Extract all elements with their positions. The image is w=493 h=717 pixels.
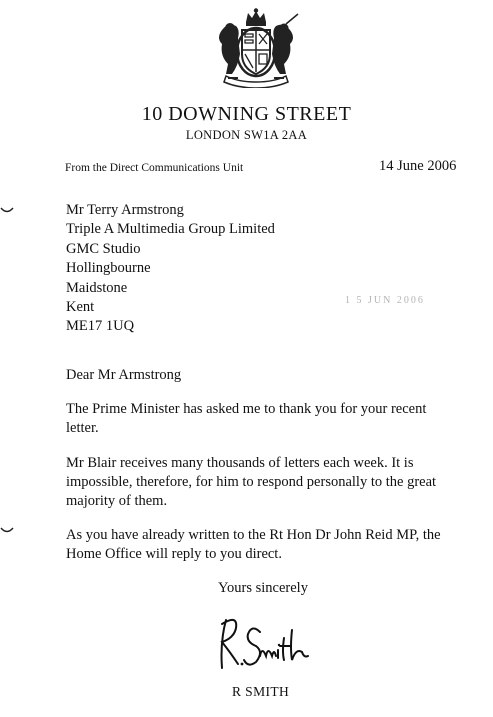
punch-mark-icon [0, 526, 14, 534]
received-stamp: 1 5 JUN 2006 [345, 295, 425, 306]
letterhead-address: 10 DOWNING STREET [141, 103, 352, 125]
valediction: Yours sincerely [218, 580, 308, 596]
from-unit-line: From the Direct Communications Unit [65, 162, 244, 174]
address-line: Mr Terry Armstrong [66, 202, 184, 218]
address-line: Kent [66, 299, 95, 316]
signatory-name: R SMITH [232, 684, 290, 699]
punch-mark-icon [0, 206, 14, 214]
handwritten-signature [212, 612, 322, 674]
body-paragraph: Mr Blair receives many thousands of letters each week. It is impossible, therefore, for him to respond personally to the great majority of them. [66, 455, 437, 509]
body-paragraph: As you have already written to the Rt Hon Dr John Reid MP, the Home Office will reply to you direct. [66, 527, 441, 562]
address-line: GMC Studio [66, 240, 141, 257]
address-line: Hollingbourne [66, 260, 151, 277]
body-paragraph: The Prime Minister has asked me to thank you for your recent letter. [66, 401, 427, 436]
address-line: Triple A Multimedia Group Limited [66, 221, 275, 238]
address-line: Maidstone [66, 279, 128, 296]
recipient-address [66, 201, 275, 337]
address-line: ME17 1UQ [66, 318, 135, 335]
salutation: Dear Mr Armstrong [66, 367, 182, 383]
letter-date: 14 June 2006 [379, 158, 457, 174]
letterhead-city: LONDON SW1A 2AA [185, 128, 308, 142]
royal-crest-icon [208, 8, 304, 88]
